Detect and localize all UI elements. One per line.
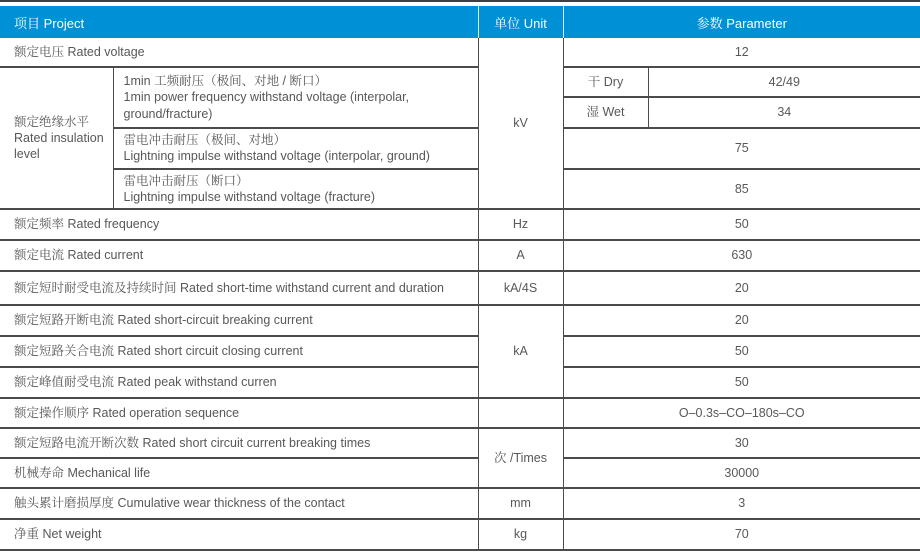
impulse-ground-zh: 雷电冲击耐压（极间、对地） bbox=[123, 133, 287, 147]
power-frequency-withstand-label bbox=[113, 67, 478, 128]
empty-unit-cell bbox=[478, 398, 563, 428]
short-time-withstand-value: 20 bbox=[563, 271, 920, 305]
row-rated-current bbox=[0, 240, 920, 271]
row-net-weight bbox=[0, 519, 920, 550]
dry-label: 干 Dry bbox=[563, 67, 648, 97]
wet-value: 34 bbox=[648, 97, 920, 128]
top-divider bbox=[0, 0, 920, 2]
breaking-times-label: 额定短路电流开断次数 Rated short circuit current breaking times bbox=[0, 428, 478, 458]
power-frequency-withstand-zh: 1min 工频耐压（极间、对地 / 断口） bbox=[123, 74, 327, 89]
short-time-withstand-label: 额定短时耐受电流及持续时间 Rated short-time withstand current and duration bbox=[0, 271, 478, 305]
net-weight-value: 70 bbox=[563, 519, 920, 550]
impulse-fracture-value: 85 bbox=[563, 169, 920, 210]
wear-thickness-label: 触头累计磨损厚度 Cumulative wear thickness of the contact bbox=[0, 488, 478, 519]
row-impulse-fracture bbox=[0, 169, 920, 210]
table-header-row bbox=[0, 6, 920, 38]
row-breaking-current bbox=[0, 305, 920, 336]
breaking-current-label: 额定短路开断电流 Rated short-circuit breaking current bbox=[0, 305, 478, 336]
rated-current-label: 额定电流 Rated current bbox=[0, 240, 478, 271]
row-operation-sequence bbox=[0, 398, 920, 428]
rated-voltage-label: 额定电压 Rated voltage bbox=[14, 44, 145, 59]
impulse-ground-value: 75 bbox=[563, 128, 920, 169]
header-unit: 单位 Unit bbox=[478, 6, 563, 38]
header-parameter: 参数 Parameter bbox=[563, 6, 920, 38]
rated-frequency-label: 额定频率 Rated frequency bbox=[0, 209, 478, 240]
impulse-ground-label bbox=[113, 128, 478, 169]
times-unit-cell: 次 /Times bbox=[478, 428, 563, 488]
hz-unit-cell: Hz bbox=[478, 209, 563, 240]
rated-current-value: 630 bbox=[563, 240, 920, 271]
operation-sequence-label: 额定操作顺序 Rated operation sequence bbox=[0, 398, 478, 428]
closing-current-value: 50 bbox=[563, 336, 920, 367]
a-unit-cell: A bbox=[478, 240, 563, 271]
row-insulation-dry bbox=[0, 67, 920, 97]
row-closing-current bbox=[0, 336, 920, 367]
row-mechanical-life bbox=[0, 458, 920, 488]
dry-value: 42/49 bbox=[648, 67, 920, 97]
insulation-level-label: 额定绝缘水平 Rated insulation level bbox=[0, 67, 113, 209]
ka4s-unit-cell: kA/4S bbox=[478, 271, 563, 305]
impulse-fracture-label bbox=[113, 169, 478, 210]
row-wear-thickness bbox=[0, 488, 920, 519]
closing-current-label: 额定短路关合电流 Rated short circuit closing current bbox=[0, 336, 478, 367]
power-frequency-withstand-en: 1min power frequency withstand voltage (interpolar, ground/fracture) bbox=[123, 90, 410, 121]
spec-table bbox=[0, 6, 920, 551]
rated-voltage-value: 12 bbox=[563, 38, 920, 67]
net-weight-label: 净重 Net weight bbox=[0, 519, 478, 550]
breaking-times-value: 30 bbox=[563, 428, 920, 458]
mm-unit-cell: mm bbox=[478, 488, 563, 519]
peak-withstand-label: 额定峰值耐受电流 Rated peak withstand curren bbox=[0, 367, 478, 398]
ka-unit-cell: kA bbox=[478, 305, 563, 398]
impulse-ground-en: Lightning impulse withstand voltage (interpolar, ground) bbox=[123, 149, 430, 164]
header-project: 项目 Project bbox=[0, 6, 478, 38]
row-impulse-ground bbox=[0, 128, 920, 169]
mechanical-life-value: 30000 bbox=[563, 458, 920, 488]
wear-thickness-value: 3 bbox=[563, 488, 920, 519]
breaking-current-value: 20 bbox=[563, 305, 920, 336]
kg-unit-cell: kg bbox=[478, 519, 563, 550]
row-rated-frequency bbox=[0, 209, 920, 240]
row-short-time-withstand bbox=[0, 271, 920, 305]
impulse-fracture-en: Lightning impulse withstand voltage (fracture) bbox=[123, 189, 376, 204]
operation-sequence-value: O–0.3s–CO–180s–CO bbox=[563, 398, 920, 428]
row-rated-voltage bbox=[0, 38, 920, 67]
impulse-fracture-zh: 雷电冲击耐压（断口） bbox=[123, 173, 249, 188]
wet-label: 湿 Wet bbox=[563, 97, 648, 128]
mechanical-life-label: 机械寿命 Mechanical life bbox=[0, 458, 478, 488]
kv-unit-cell: kV bbox=[478, 38, 563, 209]
row-peak-withstand bbox=[0, 367, 920, 398]
peak-withstand-value: 50 bbox=[563, 367, 920, 398]
rated-frequency-value: 50 bbox=[563, 209, 920, 240]
row-breaking-times bbox=[0, 428, 920, 458]
